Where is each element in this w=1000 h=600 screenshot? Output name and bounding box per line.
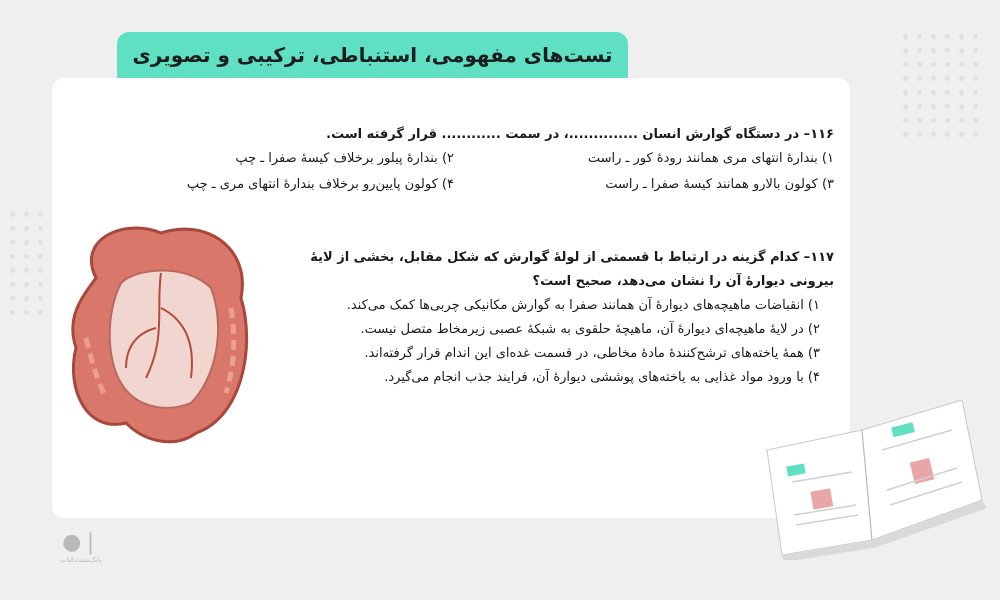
question-116 xyxy=(74,125,834,195)
decorative-dot xyxy=(24,212,29,217)
decorative-dot xyxy=(24,310,29,315)
decorative-dot xyxy=(931,132,936,137)
decorative-dot xyxy=(959,34,964,39)
decorative-dot xyxy=(10,254,15,259)
decorative-dot xyxy=(945,62,950,67)
decorative-dot xyxy=(959,118,964,123)
decorative-dot xyxy=(973,48,978,53)
decorative-dot xyxy=(903,34,908,39)
question-117-stem: ۱۱۷– کدام گزینه در ارتباط با قسمتی از لولهٔ گوارش که شکل مقابل، بخشی از لایهٔ بیرونی دیوارهٔ آن را نشان می‌دهد، صحیح است؟ xyxy=(310,250,834,289)
decorative-dot xyxy=(945,104,950,109)
decorative-dot xyxy=(959,90,964,95)
question-card xyxy=(52,78,850,518)
decorative-dot xyxy=(24,254,29,259)
decorative-dot xyxy=(945,90,950,95)
decorative-dot xyxy=(917,104,922,109)
decorative-dot xyxy=(10,240,15,245)
question-116-option-1[interactable]: ۱) بندارهٔ انتهای مری همانند رودهٔ کور ـ راست xyxy=(587,151,834,166)
decorative-dot xyxy=(931,104,936,109)
decorative-dot xyxy=(10,226,15,231)
decorative-dot xyxy=(24,282,29,287)
question-117-option-2[interactable]: ۲) در لایهٔ ماهیچه‌ای دیوارهٔ آن، ماهیچهٔ حلقوی به شبکهٔ عصبی زیرمخاط متصل نیست. xyxy=(360,322,820,337)
logo-text: بانک‌تست‌کتاب xyxy=(60,556,102,564)
question-116-option-2[interactable]: ۲) بندارهٔ پیلور برخلاف کیسهٔ صفرا ـ چپ xyxy=(235,151,454,166)
decorative-dot xyxy=(38,240,43,245)
decorative-dot xyxy=(959,132,964,137)
decorative-dot xyxy=(38,254,43,259)
decorative-dot xyxy=(917,48,922,53)
decorative-dot xyxy=(903,90,908,95)
decorative-dot xyxy=(903,132,908,137)
decorative-dot xyxy=(931,76,936,81)
large-intestine-illustration xyxy=(66,218,256,448)
decorative-dot xyxy=(917,34,922,39)
decorative-dot xyxy=(10,282,15,287)
decorative-dot xyxy=(10,296,15,301)
decorative-dot xyxy=(917,76,922,81)
decorative-dot xyxy=(945,132,950,137)
decorative-dot xyxy=(959,76,964,81)
decorative-dot xyxy=(24,240,29,245)
decorative-dot xyxy=(931,90,936,95)
book-illustration xyxy=(752,390,992,560)
decorative-dot xyxy=(973,132,978,137)
decorative-dot xyxy=(931,62,936,67)
question-117-option-3[interactable]: ۳) همهٔ یاخته‌های ترشح‌کنندهٔ مادهٔ مخاطی، در قسمت غده‌ای این اندام قرار گرفته‌اند. xyxy=(364,346,820,361)
decorative-dot xyxy=(917,132,922,137)
decorative-dot xyxy=(917,90,922,95)
decorative-dot xyxy=(917,118,922,123)
decorative-dot xyxy=(10,212,15,217)
decorative-dot xyxy=(945,118,950,123)
logo-mark-icon: ❘● xyxy=(62,530,100,555)
question-116-option-3[interactable]: ۳) کولون بالارو همانند کیسهٔ صفرا ـ راست xyxy=(605,177,834,192)
decorative-dot xyxy=(903,118,908,123)
decorative-dot xyxy=(38,268,43,273)
decorative-dots-top-right xyxy=(903,34,978,137)
question-116-options xyxy=(74,149,834,195)
decorative-dot xyxy=(959,62,964,67)
decorative-dot xyxy=(38,282,43,287)
decorative-dot xyxy=(24,296,29,301)
decorative-dot xyxy=(10,310,15,315)
question-116-option-4[interactable]: ۴) کولون پایین‌رو برخلاف بندارهٔ انتهای مری ـ چپ xyxy=(186,177,454,192)
question-116-stem: ۱۱۶– در دستگاه گوارش انسان ..............، در سمت ............ قرار گرفته است. xyxy=(326,127,834,142)
decorative-dot xyxy=(973,104,978,109)
question-117 xyxy=(274,246,834,390)
decorative-dot xyxy=(903,48,908,53)
decorative-dot xyxy=(931,34,936,39)
decorative-dot xyxy=(945,48,950,53)
decorative-dot xyxy=(931,48,936,53)
page-title xyxy=(117,32,628,78)
decorative-dot xyxy=(973,90,978,95)
decorative-dot xyxy=(24,226,29,231)
decorative-dot xyxy=(903,76,908,81)
decorative-dot xyxy=(24,268,29,273)
decorative-dot xyxy=(973,118,978,123)
decorative-dot xyxy=(38,310,43,315)
decorative-dot xyxy=(38,296,43,301)
question-117-option-4[interactable]: ۴) با ورود مواد غذایی به یاخته‌های پوششی دیوارهٔ آن، فرایند جذب انجام می‌گیرد. xyxy=(384,370,820,385)
decorative-dot xyxy=(945,34,950,39)
decorative-dot xyxy=(38,226,43,231)
decorative-dot xyxy=(973,34,978,39)
decorative-dot xyxy=(959,48,964,53)
decorative-dot xyxy=(903,62,908,67)
decorative-dot xyxy=(959,104,964,109)
decorative-dot xyxy=(903,104,908,109)
decorative-dot xyxy=(931,118,936,123)
brand-logo xyxy=(56,530,106,575)
decorative-dots-left xyxy=(10,212,43,315)
decorative-dot xyxy=(973,62,978,67)
question-117-option-1[interactable]: ۱) انقباضات ماهیچه‌های دیوارهٔ آن همانند صفرا به گوارش مکانیکی چربی‌ها کمک می‌کند. xyxy=(346,298,820,313)
page-title-text: تست‌های مفهومی، استنباطی، ترکیبی و تصویری xyxy=(132,43,613,67)
decorative-dot xyxy=(10,268,15,273)
decorative-dot xyxy=(973,76,978,81)
decorative-dot xyxy=(38,212,43,217)
decorative-dot xyxy=(917,62,922,67)
decorative-dot xyxy=(945,76,950,81)
